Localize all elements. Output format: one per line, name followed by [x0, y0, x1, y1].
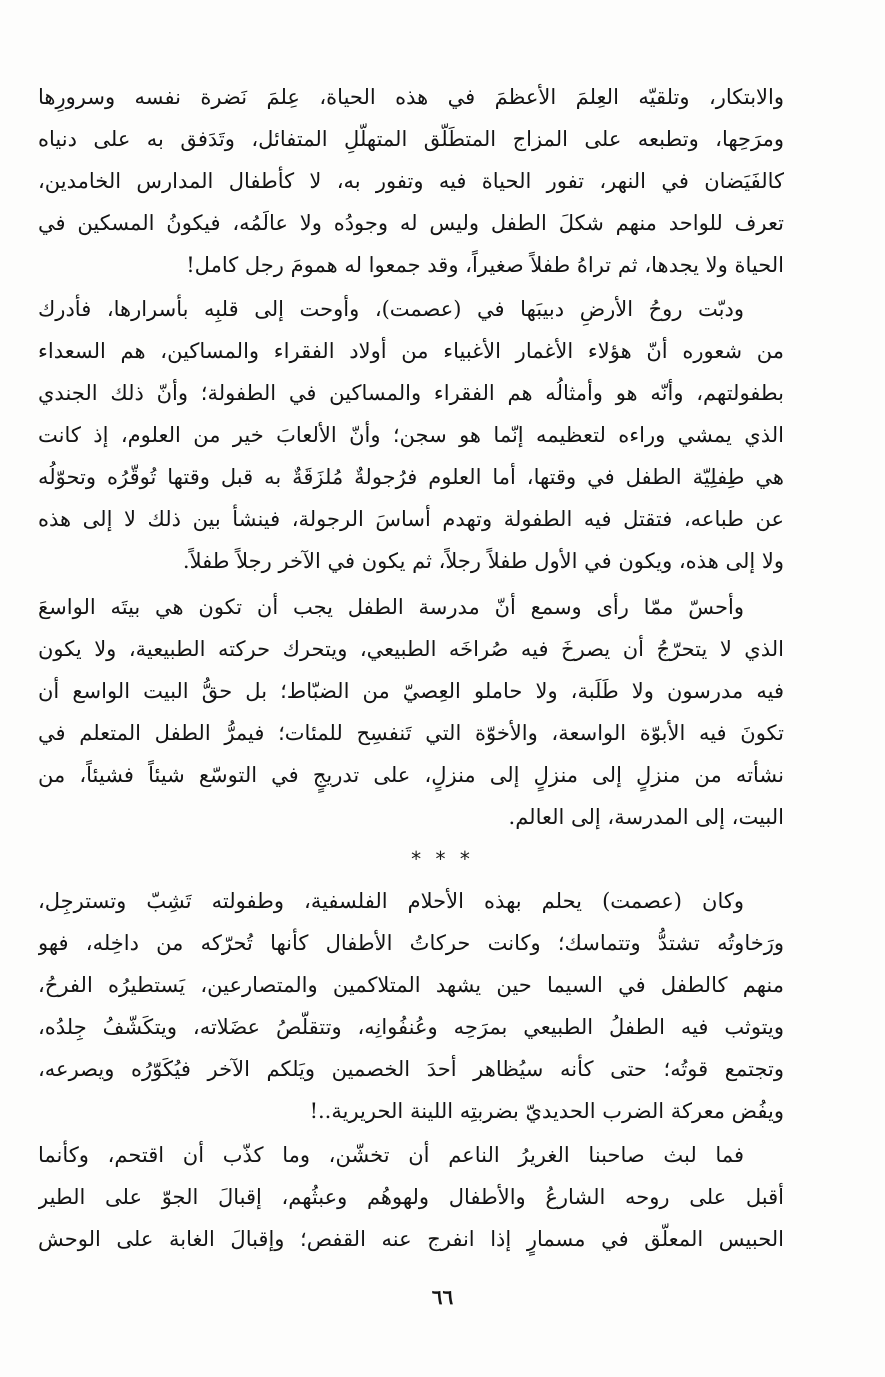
text-line: وأحسّ ممّا رأى وسمع أنّ مدرسة الطفل يجب أن تكون هي بيتَه الواسعَ — [38, 595, 744, 619]
text-line: من شعوره أنّ هؤلاء الأغمار الأغبياء من أولاد الفقراء والمساكين، هم السعداء — [38, 339, 784, 363]
text-line: كالفَيَضان في النهر، تفور الحياة فيه وتفور به، لا كأطفال المدارس الخامدين، — [38, 169, 784, 193]
text-line: تعرف للواحد منهم شكلَ الطفل وليس له وجودُه ولا عالَمُه، فيكونُ المسكين في — [38, 211, 784, 235]
paragraph-1 — [38, 76, 784, 286]
text-line: الحياة ولا يجدها، ثم تراهُ طفلاً صغيراً، وقد جمعوا له همومَ رجل كامل! — [186, 253, 784, 277]
text-line: الحبيس المعلّق في مسمارٍ إذا انفرج عنه القفص؛ وإقبالَ الغابة على الوحش — [38, 1227, 784, 1251]
text-line: أقبل على روحه الشارعُ والأطفال ولهوهُم وعبثُهم، إقبالَ الجوّ على الطير — [38, 1185, 784, 1209]
text-line: وكان (عصمت) يحلم بهذه الأحلام الفلسفية، وطفولته تَشِبّ وتسترجِل، — [38, 889, 744, 913]
text-line: الذي لا يتحرّجُ أن يصرخَ فيه صُراخَه الطبيعي، ويتحرك حركته الطبيعية، ولا يكون — [38, 637, 784, 661]
text-line: عن طباعه، فتقتل فيه الطفولة وتهدم أساسَ الرجولة، فينشأ بين ذلك لا إلى هذه — [38, 507, 784, 531]
text-line: ولا إلى هذه، ويكون في الأول طفلاً رجلاً، ثم يكون في الآخر رجلاً طفلاً. — [182, 549, 784, 573]
text-line: هي طِفلِيّة الطفل في وقتها، أما العلوم فرُجولةٌ مُلزَقَةٌ به قبل وقتها تُوقّرُه وتحوّلُه — [38, 465, 784, 489]
text-line: فيه مدرسون ولا طَلَبة، ولا حاملو العِصيّ من الضبّاط؛ بل حقُّ البيت الواسع أن — [38, 679, 784, 703]
text-line: والابتكار، وتلقيّه العِلمَ الأعظمَ في هذه الحياة، عِلمَ نَضرة نفسه وسرورِها — [38, 85, 784, 109]
text-line: البيت، إلى المدرسة، إلى العالم. — [508, 805, 784, 829]
paragraph-4 — [38, 880, 784, 1132]
text-line: وتجتمع قوتُه؛ حتى كأنه سيُظاهر أحدَ الخصمين ويَلكم الآخر فيُكَوّرُه ويصرعه، — [38, 1057, 784, 1081]
text-line: ورَخاوتُه تشتدُّ وتتماسك؛ وكانت حركاتُ الأطفال كأنها تُحرّكه من داخِله، فهو — [38, 931, 784, 955]
text-line: فما لبث صاحبنا الغريرُ الناعم أن تخشّن، وما كذّب أن اقتحم، وكأنما — [38, 1143, 744, 1167]
text-line: بطفولتهم، وأنّه هو وأمثالُه هم الفقراء والمساكين في الطفولة؛ وأنّ ذلك الجندي — [38, 381, 784, 405]
text-line: تكونَ فيه الأبوّة الواسعة، والأخوّة التي تَنفسِح للمئات؛ فيمرُّ الطفل المتعلم في — [38, 721, 784, 745]
text-line: نشأته من منزلٍ إلى منزلٍ إلى منزلٍ، على تدريجٍ في التوسّع شيئاً فشيئاً، من — [38, 763, 784, 787]
paragraph-2 — [38, 288, 784, 582]
text-line: الذي يمشي وراءه لتعظيمه إنّما هو سجن؛ وأنّ الألعابَ خير من العلوم، إذ كانت — [38, 423, 784, 447]
page-number: ٦٦ — [431, 1285, 454, 1309]
text-line: ويفُض معركة الضرب الحديديّ بضربتِه اللينة الحريرية..! — [309, 1099, 784, 1123]
text-line: ودبّت روحُ الأرضِ دبيبَها في (عصمت)، وأوحت إلى قلبِه بأسرارها، فأدرك — [38, 297, 744, 321]
text-line: ويتوثب فيه الطفلُ الطبيعي بمرَحِه وعُنفُوانِه، وتتقلّصُ عضَلاته، ويتكَشّفُ جِلدُه، — [38, 1015, 784, 1039]
text-line: منهم كالطفل في السيما حين يشهد المتلاكمين والمتصارعين، يَستطيرُه الفرحُ، — [38, 973, 784, 997]
paragraph-3 — [38, 586, 784, 838]
paragraph-5 — [38, 1134, 784, 1260]
section-separator: * * * — [411, 847, 474, 871]
text-line: ومرَحِها، وتطبعه على المزاج المتطَلّق المتهلّلِ المتفائل، وتَدَفق به على دنياه — [38, 127, 784, 151]
